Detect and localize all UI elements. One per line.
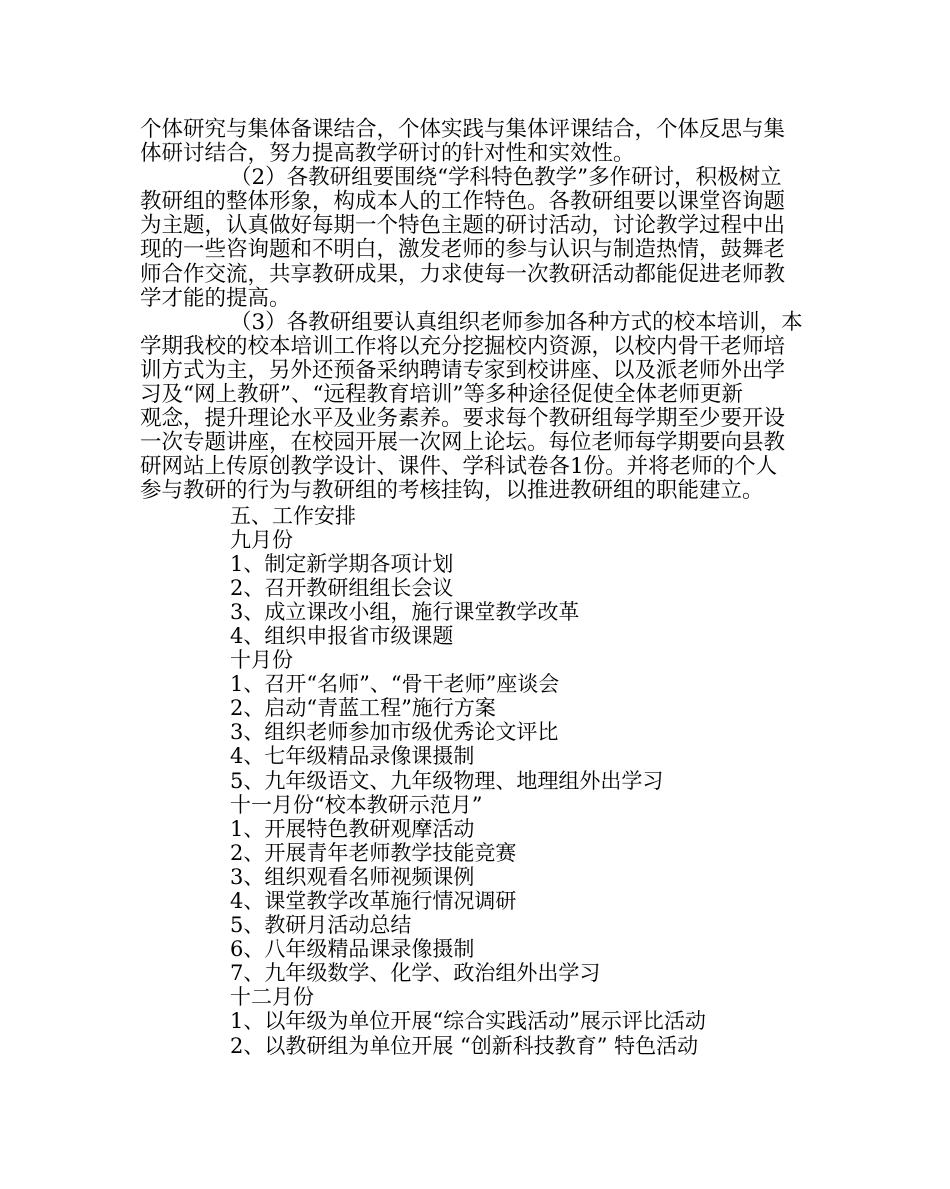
schedule-item: 2、召开教研组组长会议 <box>230 575 454 600</box>
paragraph-line: 师合作交流，共享教研成果，力求使每一次教研活动都能促进老师教 <box>140 261 786 287</box>
schedule-item: 5、教研月活动总结 <box>230 913 412 938</box>
paragraph-line: 学期我校的校本培训工作将以充分挖掘校内资源，以校内骨干老师培 <box>140 333 786 359</box>
work-schedule <box>140 504 812 1058</box>
paragraph-line: 训方式为主，另外还预备采纳聘请专家到校讲座、以及派老师外出学 <box>140 357 786 383</box>
schedule-item: 5、九年级语文、九年级物理、地理组外出学习 <box>230 768 664 793</box>
schedule-item: 3、组织老师参加市级优秀论文评比 <box>230 720 559 745</box>
schedule-item: 2、以教研组为单位开展 “创新科技教育” 特色活动 <box>230 1033 699 1058</box>
schedule-item: 2、开展青年老师教学技能竞赛 <box>230 840 517 865</box>
month-heading: 十一月份“校本教研示范月” <box>230 792 483 817</box>
month-heading: 九月份 <box>230 527 293 552</box>
paragraph-line: 习及“网上教研”、“远程教育培训”等多种途径促使全体老师更新 <box>140 382 743 408</box>
paragraph-2 <box>140 166 812 311</box>
paragraph-line: 为主题，认真做好每期一个特色主题的研讨活动，讨论教学过程中出 <box>140 213 786 239</box>
paragraph-line: 研网站上传原创教学设计、课件、学科试卷各1份。并将老师的个人 <box>140 454 778 480</box>
paragraph-line: 观念，提升理论水平及业务素养。要求每个教研组每学期至少要开设 <box>140 406 786 432</box>
schedule-item: 1、以年级为单位开展“综合实践活动”展示评比活动 <box>230 1009 706 1034</box>
paragraph-line: （2）各教研组要围绕“学科特色教学”多作研讨，积极树立 <box>230 165 782 191</box>
schedule-item: 1、召开“名师”、“骨干老师”座谈会 <box>230 672 560 697</box>
paragraph-line: 学才能的提高。 <box>140 285 291 311</box>
schedule-item: 3、组织观看名师视频课例 <box>230 864 475 889</box>
schedule-item: 3、成立课改小组，施行课堂教学改革 <box>230 599 580 624</box>
paragraph-1 <box>140 118 812 166</box>
paragraph-3 <box>140 311 812 504</box>
schedule-item: 4、组织申报省市级课题 <box>230 623 454 648</box>
schedule-item: 7、九年级数学、化学、政治组外出学习 <box>230 961 601 986</box>
schedule-item: 4、课堂教学改革施行情况调研 <box>230 889 517 913</box>
paragraph-line: 一次专题讲座，在校园开展一次网上论坛。每位老师每学期要向县教 <box>140 430 786 456</box>
schedule-item: 1、开展特色教研观摩活动 <box>230 816 475 841</box>
section-heading: 五、工作安排 <box>230 503 356 528</box>
paragraph-line: 体研讨结合，努力提高教学研讨的针对性和实效性。 <box>140 141 635 167</box>
schedule-item: 1、制定新学期各项计划 <box>230 551 454 576</box>
document-body <box>140 118 812 1058</box>
paragraph-line: （3）各教研组要认真组织老师参加各种方式的校本培训，本 <box>230 309 803 335</box>
paragraph-line: 参与教研的行为与教研组的考核挂钩，以推进教研组的职能建立。 <box>140 478 764 504</box>
schedule-item: 2、启动“青蓝工程”施行方案 <box>230 696 496 721</box>
paragraph-line: 现的一些咨询题和不明白，激发老师的参与认识与制造热情，鼓舞老 <box>140 237 786 263</box>
schedule-item: 4、七年级精品录像课摄制 <box>230 744 475 769</box>
month-heading: 十月份 <box>230 648 293 673</box>
schedule-item: 6、八年级精品课录像摄制 <box>230 937 475 962</box>
paragraph-line: 个体研究与集体备课结合，个体实践与集体评课结合，个体反思与集 <box>140 117 786 142</box>
paragraph-line: 教研组的整体形象，构成本人的工作特色。各教研组要以课堂咨询题 <box>140 189 786 215</box>
month-heading: 十二月份 <box>230 985 314 1010</box>
